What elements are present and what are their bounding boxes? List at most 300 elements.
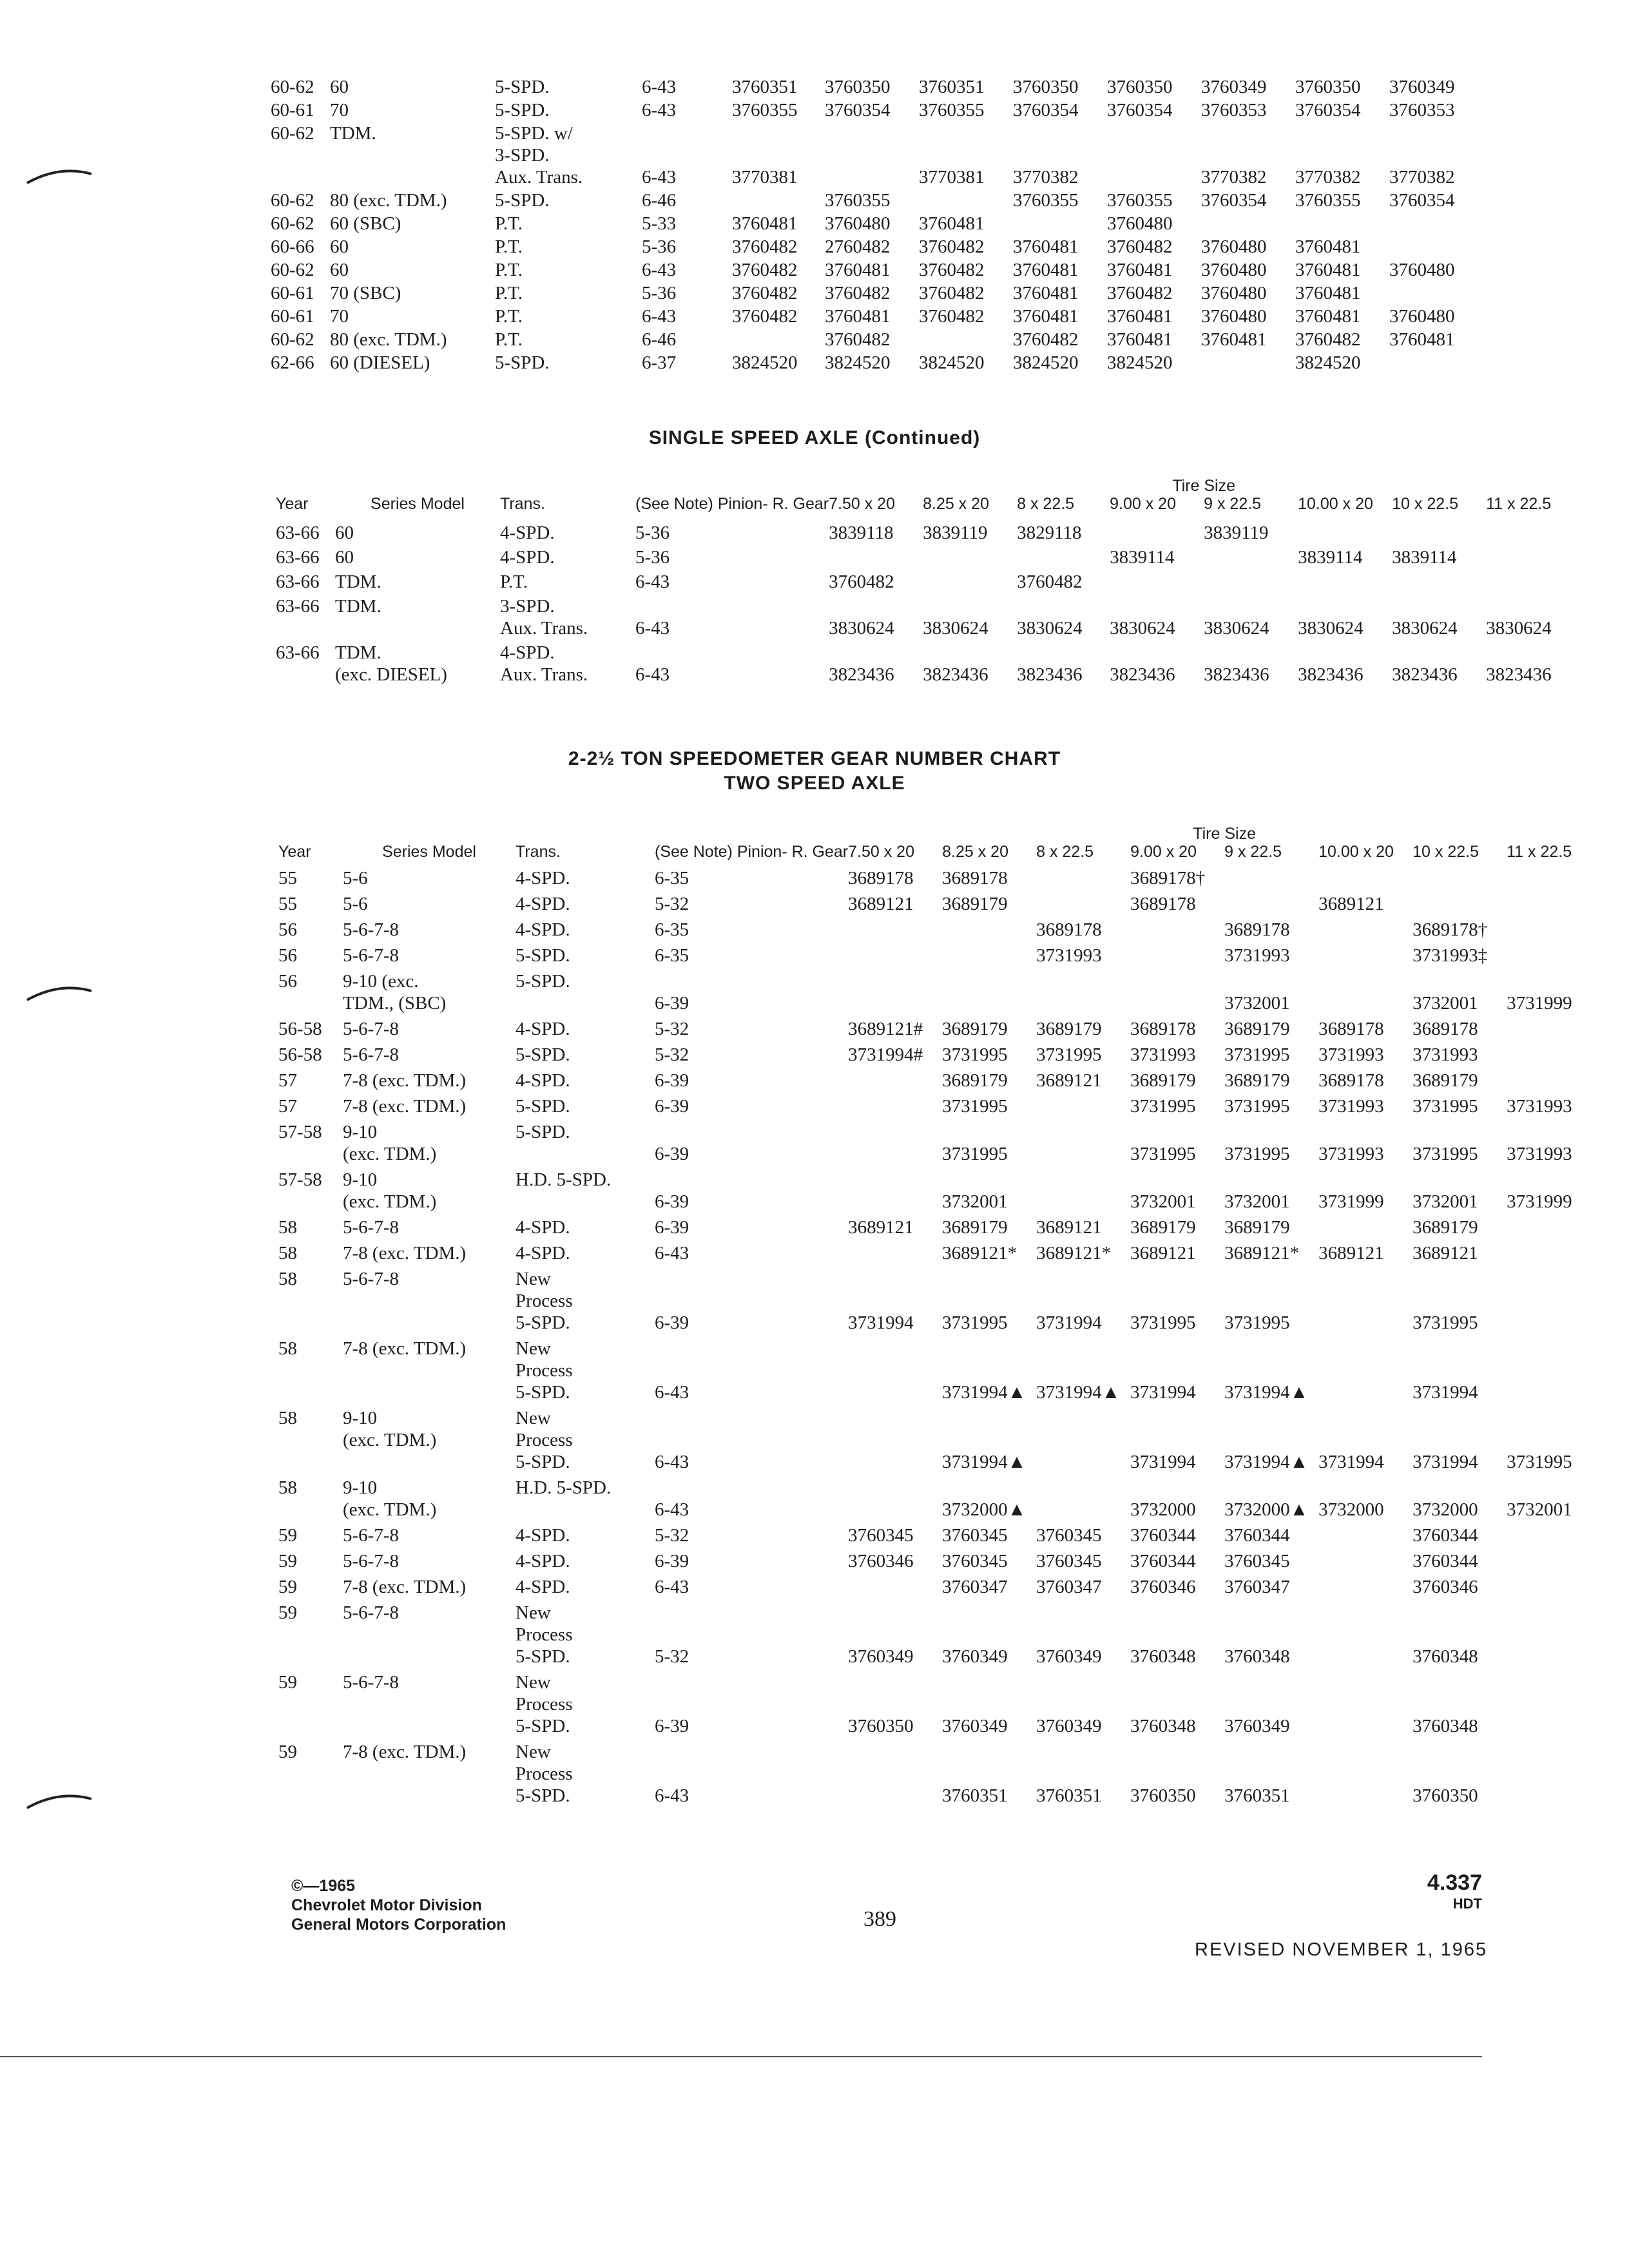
gear-number-cell: 3732000▲ bbox=[942, 1499, 1027, 1520]
gear-number-cell: 3689178† bbox=[1412, 919, 1488, 940]
pinion-gear-cell: 6-35 bbox=[655, 919, 689, 940]
trans-header: Trans. bbox=[516, 843, 561, 861]
gear-number-cell: 3689179 bbox=[1224, 1019, 1290, 1039]
gear-number-cell: 3760350 bbox=[848, 1716, 914, 1736]
gear-number-cell: 3689121 bbox=[848, 894, 914, 914]
gear-number-cell bbox=[825, 122, 919, 189]
table-row bbox=[276, 546, 1576, 571]
gear-number-cell: 3731994 bbox=[848, 1312, 914, 1333]
gear-number-cell: 3732000 bbox=[1412, 1499, 1478, 1520]
year-cell: 62-66 bbox=[271, 352, 314, 373]
gear-number-cell: 3689121* bbox=[1224, 1243, 1300, 1264]
gear-number-cell: 3760351 bbox=[942, 1785, 1008, 1806]
trans-cell: 4-SPD. bbox=[516, 1243, 570, 1264]
year-cell: 56-58 bbox=[278, 1044, 322, 1065]
year-cell: 59 bbox=[278, 1525, 297, 1546]
tire-size-column-header: 8.25 x 20 bbox=[942, 843, 1008, 861]
gear-number-cell: 3760350 bbox=[825, 77, 891, 97]
series-model-header: Series Model bbox=[371, 495, 465, 513]
gear-number-cell: 3760344 bbox=[1130, 1525, 1196, 1546]
gear-number-cell: 3760481 bbox=[1295, 236, 1361, 257]
gear-number-cell: 3760481 bbox=[1295, 283, 1361, 303]
gear-number-cell: 3823436 bbox=[829, 664, 894, 685]
pinion-gear-cell: 6-46 bbox=[642, 329, 677, 350]
trans-cell: 4-SPD. bbox=[516, 1577, 570, 1597]
table-row bbox=[278, 1602, 1597, 1671]
table-row bbox=[278, 1121, 1597, 1169]
gear-number-cell: 3760355 bbox=[919, 100, 985, 120]
gear-number-cell: 3731994▲ bbox=[1224, 1382, 1309, 1403]
series-model-cell: 5-6-7-8 bbox=[343, 1551, 399, 1571]
gear-number-cell: 3830624 bbox=[1204, 618, 1269, 639]
gear-number-cell: 3731993 bbox=[1412, 1044, 1478, 1065]
trans-header: Trans. bbox=[500, 495, 545, 513]
tire-size-column-header: 10.00 x 20 bbox=[1298, 495, 1373, 513]
table-row bbox=[271, 189, 1480, 213]
gear-number-cell: 3731994 bbox=[1412, 1382, 1478, 1403]
top-continuation-table bbox=[271, 76, 1480, 375]
gear-number-cell: 3760346 bbox=[1412, 1577, 1478, 1597]
gear-number-cell: 3823436 bbox=[1017, 664, 1083, 685]
gear-number-cell: 3731995 bbox=[1130, 1144, 1196, 1164]
gear-number-cell: 3823436 bbox=[1392, 664, 1458, 685]
gear-number-cell bbox=[848, 1095, 942, 1121]
gear-number-cell bbox=[1298, 571, 1392, 595]
gear-number-cell: 3731993 bbox=[1318, 1096, 1384, 1117]
gear-number-cell: 3689121 bbox=[1318, 894, 1384, 914]
year-cell: 59 bbox=[278, 1672, 297, 1693]
gear-number-cell: 3760346 bbox=[1130, 1577, 1196, 1597]
series-model-cell: 60 bbox=[330, 260, 349, 280]
gear-number-cell bbox=[848, 1338, 942, 1407]
pinion-gear-cell: 6-39 bbox=[655, 1312, 689, 1333]
trans-cell: 5-SPD. w/ 3-SPD. Aux. Trans. bbox=[495, 123, 583, 187]
gear-number-cell bbox=[1318, 1216, 1412, 1242]
gear-number-cell: 3830624 bbox=[1486, 618, 1552, 639]
trans-cell: 4-SPD. bbox=[516, 1070, 570, 1091]
punch-hole-mark bbox=[24, 979, 94, 1005]
header-spacer bbox=[923, 477, 1017, 495]
pinion-gear-cell: 6-43 bbox=[655, 1243, 689, 1264]
trans-cell: P.T. bbox=[495, 260, 523, 280]
tire-size-column-header: 10 x 22.5 bbox=[1392, 495, 1458, 513]
gear-number-cell bbox=[1201, 352, 1295, 375]
year-cell: 58 bbox=[278, 1269, 297, 1289]
table-row bbox=[271, 305, 1480, 329]
year-cell: 60-61 bbox=[271, 306, 314, 327]
table-row bbox=[276, 522, 1576, 546]
gear-number-cell: 3824520 bbox=[1295, 352, 1361, 373]
gear-number-cell: 3732000 bbox=[1130, 1499, 1196, 1520]
year-cell: 55 bbox=[278, 894, 297, 914]
gear-number-cell: 3760350 bbox=[1295, 77, 1361, 97]
gear-number-cell: 3760482 bbox=[825, 283, 891, 303]
gear-number-cell: 3760482 bbox=[732, 306, 798, 327]
header-spacer bbox=[500, 477, 635, 495]
gear-number-cell bbox=[1204, 546, 1298, 571]
gear-number-cell bbox=[848, 945, 942, 970]
table-row bbox=[276, 595, 1576, 642]
trans-cell: 4-SPD. bbox=[516, 1019, 570, 1039]
gear-number-cell: 3760482 bbox=[1013, 329, 1079, 350]
trans-cell: P.T. bbox=[495, 236, 523, 257]
gear-number-cell: 3760344 bbox=[1224, 1525, 1290, 1546]
year-cell: 56 bbox=[278, 945, 297, 966]
gear-number-cell: 3760354 bbox=[1013, 100, 1079, 120]
trans-cell: 5-SPD. bbox=[516, 1096, 570, 1117]
gear-number-cell: 3760482 bbox=[919, 236, 985, 257]
table-row bbox=[278, 1477, 1597, 1524]
gear-number-cell bbox=[829, 546, 923, 571]
gear-number-cell: 3760345 bbox=[1224, 1551, 1290, 1571]
gear-number-cell: 3731994 bbox=[1318, 1452, 1384, 1472]
series-model-cell: 7-8 (exc. TDM.) bbox=[343, 1243, 467, 1264]
gear-number-cell: 3760482 bbox=[1295, 329, 1361, 350]
year-cell: 57-58 bbox=[278, 1169, 322, 1190]
trans-cell: 4-SPD. bbox=[516, 1217, 570, 1238]
gear-number-cell: 3760355 bbox=[825, 190, 891, 211]
gear-number-cell: 3760482 bbox=[829, 572, 894, 592]
header-spacer bbox=[335, 477, 500, 495]
gear-number-cell: 3760346 bbox=[848, 1551, 914, 1571]
tire-size-column-header: 10.00 x 20 bbox=[1318, 843, 1394, 861]
gear-number-cell: 3731993 bbox=[1224, 945, 1290, 966]
gear-number-cell: 3760348 bbox=[1412, 1716, 1478, 1736]
gear-number-cell: 3760345 bbox=[942, 1551, 1008, 1571]
header-spacer bbox=[1412, 825, 1507, 843]
gear-number-cell bbox=[1017, 546, 1110, 571]
trans-cell: New Process 5-SPD. bbox=[516, 1408, 573, 1472]
trans-cell: 4-SPD. bbox=[516, 1525, 570, 1546]
table-row bbox=[278, 1671, 1597, 1741]
pinion-gear-cell: 6-39 bbox=[655, 1144, 689, 1164]
gear-number-cell: 3830624 bbox=[923, 618, 988, 639]
year-cell: 63-66 bbox=[276, 642, 320, 663]
gear-number-cell bbox=[1507, 1550, 1597, 1576]
trans-cell: 3-SPD. Aux. Trans. bbox=[500, 596, 588, 639]
table-row bbox=[271, 259, 1480, 282]
bottom-rule bbox=[0, 2056, 1482, 2057]
gear-number-cell bbox=[1507, 1070, 1597, 1095]
pinion-gear-cell: 5-36 bbox=[635, 523, 670, 543]
pinion-gear-cell: 5-32 bbox=[655, 894, 689, 914]
gear-number-cell: 3770382 bbox=[1013, 167, 1079, 187]
gear-number-cell: 3732001 bbox=[1507, 1499, 1572, 1520]
pinion-gear-cell: 5-36 bbox=[642, 236, 677, 257]
gear-number-cell bbox=[1507, 919, 1597, 945]
gear-number-cell bbox=[942, 945, 1036, 970]
gear-number-cell: 3760482 bbox=[825, 329, 891, 350]
series-model-cell: 5-6 bbox=[343, 868, 368, 889]
gear-number-cell: 3760344 bbox=[1412, 1551, 1478, 1571]
gear-number-cell bbox=[732, 189, 825, 213]
table-row bbox=[276, 571, 1576, 595]
gear-number-cell: 3760482 bbox=[1107, 236, 1173, 257]
gear-number-cell: 3823436 bbox=[1204, 664, 1269, 685]
gear-number-cell: 3689179 bbox=[1036, 1019, 1102, 1039]
header-spacer bbox=[278, 825, 343, 843]
series-model-cell: TDM. bbox=[335, 596, 381, 617]
gear-number-cell: 3731994 bbox=[1036, 1312, 1102, 1333]
gear-number-cell: 3839114 bbox=[1392, 547, 1457, 568]
year-cell: 60-61 bbox=[271, 283, 314, 303]
gear-number-cell: 3689178† bbox=[1130, 868, 1206, 889]
gear-number-cell: 3689178 bbox=[1130, 1019, 1196, 1039]
gear-number-cell bbox=[942, 970, 1036, 1018]
two-axle-title-line2: TWO SPEED AXLE bbox=[724, 773, 905, 794]
table-row bbox=[278, 1576, 1597, 1602]
gear-number-cell bbox=[848, 970, 942, 1018]
gear-number-cell: 3760480 bbox=[1389, 306, 1455, 327]
series-model-cell: 70 bbox=[330, 306, 349, 327]
gear-number-cell: 3732001 bbox=[1130, 1191, 1196, 1212]
series-model-cell: 5-6-7-8 bbox=[343, 919, 399, 940]
trans-cell: 5-SPD. bbox=[516, 971, 570, 992]
gear-number-cell: 3760350 bbox=[1412, 1785, 1478, 1806]
table-row bbox=[278, 1741, 1597, 1811]
gear-number-cell: 3731994▲ bbox=[1224, 1452, 1309, 1472]
gear-number-cell: 3760480 bbox=[1201, 260, 1267, 280]
table-row bbox=[271, 352, 1480, 375]
series-model-cell: 60 bbox=[330, 77, 349, 97]
gear-number-cell: 3731995 bbox=[1412, 1144, 1478, 1164]
gear-number-cell: 3731999 bbox=[1507, 993, 1572, 1014]
gear-number-cell bbox=[848, 1242, 942, 1268]
gear-number-cell: 3760349 bbox=[942, 1646, 1008, 1667]
header-spacer bbox=[829, 477, 923, 495]
series-model-cell: 60 bbox=[335, 547, 354, 568]
series-model-cell: 9-10 (exc. TDM., (SBC) bbox=[343, 971, 447, 1014]
gear-number-cell: 3760351 bbox=[1036, 1785, 1102, 1806]
gear-number-cell: 2760482 bbox=[825, 236, 891, 257]
year-cell: 56 bbox=[278, 971, 297, 992]
gear-number-cell: 3731995 bbox=[1412, 1096, 1478, 1117]
gear-number-cell: 3731994▲ bbox=[942, 1452, 1027, 1472]
pinion-gear-cell: 6-39 bbox=[655, 993, 689, 1014]
gear-number-cell: 3760481 bbox=[1389, 329, 1455, 350]
series-model-cell: 7-8 (exc. TDM.) bbox=[343, 1070, 467, 1091]
year-cell: 56 bbox=[278, 919, 297, 940]
gear-number-cell bbox=[1224, 867, 1318, 893]
pinion-gear-cell: 6-39 bbox=[655, 1070, 689, 1091]
table-row bbox=[278, 970, 1597, 1018]
table-row bbox=[278, 1044, 1597, 1070]
table-row bbox=[276, 642, 1576, 688]
gear-number-cell bbox=[732, 329, 825, 352]
series-model-cell: 80 (exc. TDM.) bbox=[330, 190, 447, 211]
header-spacer bbox=[1507, 825, 1597, 843]
gear-number-cell: 3760350 bbox=[1013, 77, 1079, 97]
gear-number-cell bbox=[1389, 282, 1480, 305]
table-row bbox=[278, 1095, 1597, 1121]
gear-number-cell bbox=[1507, 1268, 1597, 1338]
year-cell: 59 bbox=[278, 1742, 297, 1762]
pinion-gear-cell: 6-43 bbox=[642, 260, 677, 280]
table-row bbox=[278, 919, 1597, 945]
gear-number-cell bbox=[1110, 571, 1204, 595]
single-speed-axle-table bbox=[276, 477, 1576, 688]
series-model-cell: 60 (DIESEL) bbox=[330, 352, 430, 373]
trans-cell: 5-SPD. bbox=[495, 100, 550, 120]
gear-number-cell: 3760349 bbox=[1036, 1646, 1102, 1667]
gear-number-cell bbox=[1389, 213, 1480, 236]
gear-number-cell: 3760349 bbox=[1224, 1716, 1290, 1736]
year-cell: 58 bbox=[278, 1217, 297, 1238]
gear-number-cell: 3823436 bbox=[1486, 664, 1552, 685]
series-model-header: Series Model bbox=[382, 843, 476, 861]
gear-number-cell: 3760481 bbox=[1295, 306, 1361, 327]
gear-number-cell: 3689121 bbox=[1412, 1243, 1478, 1264]
gear-number-cell: 3731999 bbox=[1318, 1191, 1384, 1212]
gear-number-cell bbox=[1412, 867, 1507, 893]
series-model-cell: 5-6-7-8 bbox=[343, 1672, 399, 1693]
gear-number-cell: 3760480 bbox=[1201, 283, 1267, 303]
series-model-cell: 5-6-7-8 bbox=[343, 1269, 399, 1289]
gear-number-cell: 3731995 bbox=[1130, 1312, 1196, 1333]
gear-number-cell bbox=[1507, 1338, 1597, 1407]
trans-cell: 5-SPD. bbox=[495, 77, 550, 97]
gear-number-cell bbox=[1130, 919, 1224, 945]
gear-number-cell: 3689121 bbox=[848, 1217, 914, 1238]
tire-size-column-header: 8.25 x 20 bbox=[923, 495, 989, 513]
gear-number-cell: 3830624 bbox=[1017, 618, 1083, 639]
header-spacer bbox=[1036, 825, 1130, 843]
trans-cell: 5-SPD. bbox=[516, 1122, 570, 1142]
table-row bbox=[271, 76, 1480, 99]
gear-number-cell: 3760347 bbox=[942, 1577, 1008, 1597]
series-model-cell: 5-6 bbox=[343, 894, 368, 914]
gear-number-cell bbox=[1036, 1477, 1130, 1524]
gear-number-cell bbox=[1486, 571, 1576, 595]
punch-hole-mark bbox=[24, 1787, 94, 1813]
header-spacer bbox=[276, 477, 335, 495]
gear-number-cell: 3830624 bbox=[1298, 618, 1364, 639]
gear-number-cell: 3731993 bbox=[1507, 1144, 1572, 1164]
table-row bbox=[278, 1216, 1597, 1242]
gear-number-cell: 3689178 bbox=[1412, 1019, 1478, 1039]
gear-number-cell: 3770382 bbox=[1389, 167, 1455, 187]
tire-size-column-header: 11 x 22.5 bbox=[1486, 495, 1552, 513]
trans-cell: P.T. bbox=[495, 306, 523, 327]
gear-number-cell bbox=[1036, 893, 1130, 919]
gear-number-cell: 3689179 bbox=[1130, 1217, 1196, 1238]
gear-number-cell: 3731995 bbox=[942, 1144, 1008, 1164]
table-row bbox=[271, 99, 1480, 122]
gear-number-cell bbox=[1295, 213, 1389, 236]
series-model-cell: 70 bbox=[330, 100, 349, 120]
gear-number-cell bbox=[1507, 1044, 1597, 1070]
gear-number-cell: 3731994▲ bbox=[942, 1382, 1027, 1403]
gear-number-cell: 3760481 bbox=[1107, 306, 1173, 327]
table-row bbox=[278, 1268, 1597, 1338]
gear-number-cell: 3760355 bbox=[1107, 190, 1173, 211]
trans-cell: New Process 5-SPD. bbox=[516, 1338, 573, 1403]
year-cell: 63-66 bbox=[276, 523, 320, 543]
gear-number-cell: 3760348 bbox=[1224, 1646, 1290, 1667]
table-row bbox=[271, 329, 1480, 352]
gear-number-cell bbox=[1412, 893, 1507, 919]
table-row bbox=[271, 282, 1480, 305]
trans-cell: 5-SPD. bbox=[516, 945, 570, 966]
gear-number-cell bbox=[1318, 1671, 1412, 1741]
year-cell: 60-62 bbox=[271, 329, 314, 350]
gear-number-cell: 3760354 bbox=[1295, 100, 1361, 120]
table-row bbox=[278, 893, 1597, 919]
gear-number-cell: 3731995 bbox=[942, 1044, 1008, 1065]
gear-number-cell bbox=[848, 1070, 942, 1095]
pinion-gear-cell: 6-43 bbox=[635, 572, 670, 592]
gear-number-cell bbox=[848, 1169, 942, 1216]
gear-number-cell: 3760348 bbox=[1130, 1646, 1196, 1667]
table-row bbox=[278, 1524, 1597, 1550]
gear-number-cell bbox=[1486, 546, 1576, 571]
gear-number-cell: 3760481 bbox=[1013, 260, 1079, 280]
gear-number-cell bbox=[1507, 1741, 1597, 1811]
publisher-block bbox=[291, 1876, 506, 1934]
gear-number-cell: 3760480 bbox=[1201, 236, 1267, 257]
gear-number-cell bbox=[923, 571, 1017, 595]
gear-number-cell: 3760480 bbox=[1389, 260, 1455, 280]
pinion-gear-cell: 6-35 bbox=[655, 868, 689, 889]
gear-number-cell: 3760482 bbox=[732, 260, 798, 280]
year-header: Year bbox=[278, 843, 311, 861]
gear-number-cell: 3823436 bbox=[1298, 664, 1364, 685]
gear-number-cell bbox=[848, 1407, 942, 1477]
gear-number-cell: 3689121 bbox=[1318, 1243, 1384, 1264]
gear-number-cell: 3824520 bbox=[825, 352, 891, 373]
gear-number-cell: 3760354 bbox=[1201, 190, 1267, 211]
series-model-cell: 60 bbox=[335, 523, 354, 543]
gear-number-cell: 3731993 bbox=[1130, 1044, 1196, 1065]
reference-number: 4.337 bbox=[1427, 1870, 1482, 1895]
gear-number-cell: 3760353 bbox=[1389, 100, 1455, 120]
header-spacer bbox=[1318, 825, 1412, 843]
table-row bbox=[278, 1407, 1597, 1477]
gear-number-cell bbox=[1298, 522, 1392, 546]
gear-number-cell: 3760350 bbox=[1107, 77, 1173, 97]
gear-number-cell: 3731995 bbox=[1507, 1452, 1572, 1472]
gear-number-cell: 3689121# bbox=[848, 1019, 923, 1039]
gear-number-cell: 3731995 bbox=[1412, 1312, 1478, 1333]
tire-size-column-header: 8 x 22.5 bbox=[1017, 495, 1075, 513]
pinion-gear-cell: 6-39 bbox=[655, 1716, 689, 1736]
gear-number-cell: 3760481 bbox=[1107, 260, 1173, 280]
series-model-cell: TDM. bbox=[330, 123, 376, 144]
series-model-cell: 7-8 (exc. TDM.) bbox=[343, 1096, 467, 1117]
trans-cell: H.D. 5-SPD. bbox=[516, 1169, 612, 1190]
trans-cell: 4-SPD. bbox=[500, 547, 555, 568]
trans-cell: 5-SPD. bbox=[495, 352, 550, 373]
table-row bbox=[271, 122, 1480, 189]
table-row bbox=[278, 867, 1597, 893]
gear-number-cell bbox=[1318, 1268, 1412, 1338]
gear-number-cell bbox=[1318, 1602, 1412, 1671]
gear-number-cell: 3760354 bbox=[825, 100, 891, 120]
gear-number-cell: 3731995 bbox=[1224, 1044, 1290, 1065]
gear-number-cell: 3839114 bbox=[1298, 547, 1363, 568]
gear-number-cell bbox=[1486, 522, 1576, 546]
pinion-gear-cell: 6-46 bbox=[642, 190, 677, 211]
series-model-cell: 9-10 (exc. TDM.) bbox=[343, 1408, 437, 1450]
gear-number-cell: 3770382 bbox=[1295, 167, 1361, 187]
gear-number-cell bbox=[848, 1477, 942, 1524]
gear-number-cell: 3731995 bbox=[942, 1096, 1008, 1117]
gear-number-cell bbox=[919, 329, 1013, 352]
copyright: ©—1965 bbox=[291, 1877, 356, 1895]
gear-number-cell: 3731995 bbox=[942, 1312, 1008, 1333]
year-cell: 63-66 bbox=[276, 547, 320, 568]
gear-number-cell: 3760481 bbox=[825, 260, 891, 280]
